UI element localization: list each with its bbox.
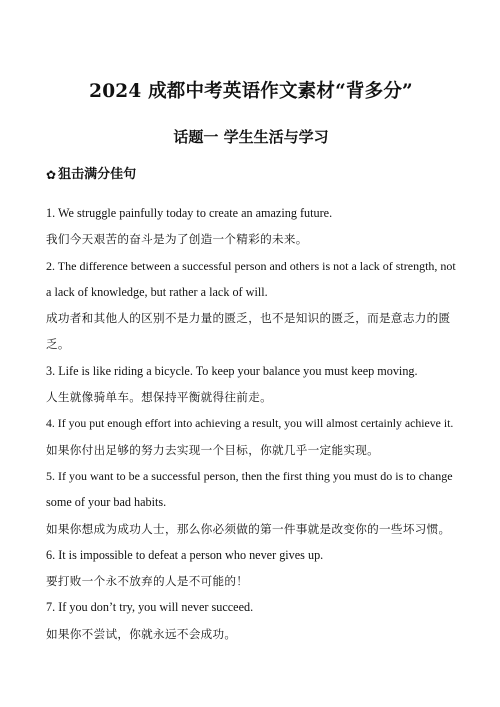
- document-title: 2024 成都中考英语作文素材“背多分”: [89, 81, 413, 102]
- sentence-entry: [46, 410, 456, 463]
- chinese-line: 如果你想成为成功人士，那么你必须做的第一件事就是改变你的一些坏习惯。: [46, 521, 451, 536]
- flower-icon: ✿: [46, 168, 57, 182]
- english-line: 6. It is impossible to defeat a person who never gives up.: [46, 547, 324, 562]
- english-line: 4. If you put enough effort into achieving a result, you will almost certainly achieve it.: [46, 416, 454, 431]
- english-line: 5. If you want to be a successful person, then the first thing you must do is to change: [46, 468, 453, 483]
- section-title: 狙击满分佳句: [58, 167, 137, 182]
- sentence-entry: [46, 542, 456, 595]
- english-line: a lack of knowledge, but rather a lack of will.: [46, 284, 268, 299]
- english-line: 1. We struggle painfully today to create an amazing future.: [46, 206, 333, 220]
- chinese-line: 成功者和其他人的区别不是力量的匮乏，也不是知识的匮乏，而是意志力的匮: [46, 311, 451, 326]
- chinese-line: 我们今天艰苦的奋斗是为了创造一个精彩的未来。: [46, 232, 308, 247]
- chinese-line: 乏。: [46, 337, 70, 352]
- english-line: some of your bad habits.: [46, 495, 167, 510]
- chinese-line: 要打败一个永不放弃的人是不可能的！: [46, 574, 249, 589]
- sentence-list: [46, 200, 456, 647]
- chinese-line: 如果你付出足够的努力去实现一个目标，你就几乎一定能实现。: [46, 442, 380, 457]
- chinese-line: 人生就像骑单车。想保持平衡就得往前走。: [46, 390, 272, 405]
- sentence-entry: [46, 594, 456, 647]
- section-heading: [46, 148, 456, 185]
- english-line: 7. If you don’t try, you will never succeed.: [46, 600, 254, 615]
- sentence-entry: [46, 253, 456, 358]
- sentence-entry: [46, 358, 456, 411]
- english-line: 2. The difference between a successful person and others is not a lack of strength, not: [46, 258, 456, 273]
- sentence-entry: [46, 200, 456, 253]
- sentence-entry: [46, 463, 456, 542]
- topic-heading: 话题一 学生生活与学习: [173, 128, 329, 146]
- chinese-line: 如果你不尝试，你就永远不会成功。: [46, 626, 237, 641]
- english-line: 3. Life is like riding a bicycle. To keep your balance you must keep moving.: [46, 363, 418, 378]
